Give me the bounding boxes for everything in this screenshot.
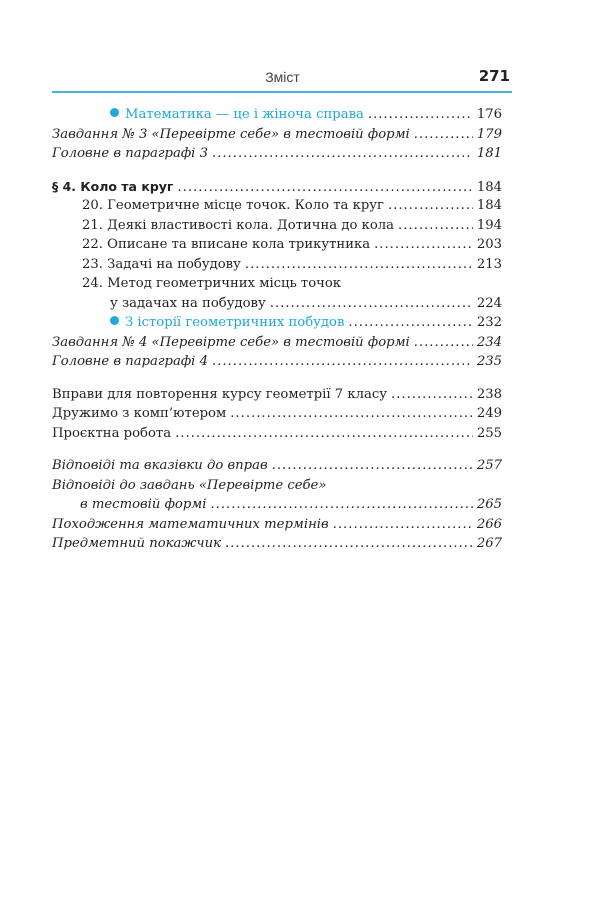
dot-leader	[272, 456, 473, 476]
toc-entry	[52, 385, 502, 405]
toc-label: Головне в параграфі 4	[52, 354, 208, 369]
page-number: 271	[478, 67, 510, 85]
toc-page: 235	[476, 354, 502, 369]
toc-label: Вправи для повторення курсу геометрії 7 класу	[52, 386, 387, 402]
bullet-icon	[110, 108, 119, 117]
toc-page: 238	[476, 386, 502, 402]
dot-leader	[368, 105, 473, 125]
toc-label: Завдання № 4 «Перевірте себе» в тестовій формі	[52, 334, 410, 350]
toc-entry-continuation	[52, 294, 502, 314]
toc-entry	[52, 235, 502, 255]
toc-page: 249	[476, 406, 502, 421]
toc-entry	[52, 404, 502, 424]
dot-leader	[398, 216, 473, 236]
dot-leader	[212, 352, 473, 372]
dot-leader	[388, 196, 473, 216]
toc-entry	[52, 456, 502, 476]
header-divider	[52, 91, 512, 93]
dot-leader	[333, 515, 473, 535]
table-of-contents	[52, 105, 502, 554]
toc-label: 21. Деякі властивості кола. Дотична до кола	[82, 217, 395, 233]
toc-page: 213	[476, 256, 502, 272]
toc-entry	[52, 476, 502, 496]
toc-label: Дружимо з комп’ютером	[52, 406, 227, 421]
toc-entry	[52, 125, 502, 145]
dot-leader	[374, 235, 473, 255]
dot-leader	[177, 178, 472, 198]
toc-label: 23. Задачі на побудову	[82, 256, 241, 272]
dot-leader	[245, 255, 473, 275]
toc-label: Походження математичних термінів	[52, 516, 329, 532]
toc-entry	[52, 255, 502, 275]
toc-label: у задачах на побудову	[110, 295, 266, 311]
toc-entry	[52, 144, 502, 164]
toc-page: 257	[476, 458, 502, 473]
toc-page: 265	[476, 497, 502, 512]
dot-leader	[391, 385, 473, 405]
toc-entry	[52, 424, 502, 444]
dot-leader	[414, 125, 473, 145]
bullet-icon	[110, 316, 119, 325]
dot-leader	[225, 534, 473, 554]
toc-page: 179	[476, 126, 502, 142]
toc-entry	[52, 352, 502, 372]
toc-page: 194	[476, 217, 502, 233]
toc-label: Предметний покажчик	[52, 536, 221, 551]
dot-leader	[414, 333, 473, 353]
toc-label: Головне в параграфі 3	[52, 146, 208, 161]
toc-entry	[52, 313, 502, 333]
toc-label: З історії геометричних побудов	[125, 315, 345, 330]
dot-leader	[212, 144, 473, 164]
toc-label: 20. Геометричне місце точок. Коло та круг	[82, 198, 384, 213]
toc-label: Проєктна робота	[52, 425, 172, 441]
toc-label: Завдання № 3 «Перевірте себе» в тестовій формі	[52, 126, 410, 142]
toc-entry	[52, 534, 502, 554]
toc-page: 184	[476, 198, 502, 213]
toc-entry	[52, 333, 502, 353]
toc-entry	[52, 216, 502, 236]
toc-label: Відповіді до завдань «Перевірте себе»	[52, 477, 327, 493]
toc-page: 232	[476, 315, 502, 330]
toc-page: 266	[476, 516, 502, 532]
dot-leader	[348, 313, 472, 333]
toc-page: 203	[476, 237, 502, 252]
dot-leader	[230, 404, 473, 424]
toc-page: 176	[476, 107, 502, 122]
toc-page: 267	[476, 536, 502, 551]
toc-page: 234	[476, 334, 502, 350]
toc-page: 181	[476, 146, 502, 161]
toc-label: Математика — це і жіноча справа	[125, 107, 364, 122]
toc-entry-continuation	[52, 495, 502, 515]
toc-entry	[52, 196, 502, 216]
toc-page: 255	[476, 425, 502, 441]
toc-label: § 4. Коло та круг	[52, 178, 174, 194]
toc-entry	[52, 105, 502, 125]
toc-page: 184	[476, 179, 502, 195]
dot-leader	[270, 294, 473, 314]
dot-leader	[175, 424, 473, 444]
toc-page: 224	[476, 295, 502, 311]
toc-label: в тестовій формі	[80, 497, 207, 512]
toc-entry	[52, 274, 502, 294]
toc-label: 22. Описане та вписане кола трикутника	[82, 237, 371, 252]
toc-section-heading	[52, 177, 502, 197]
toc-entry	[52, 515, 502, 535]
dot-leader	[210, 495, 472, 515]
toc-label: 24. Метод геометричних місць точок	[82, 276, 342, 291]
running-header-title: Зміст	[265, 69, 300, 85]
toc-label: Відповіді та вказівки до вправ	[52, 458, 268, 473]
